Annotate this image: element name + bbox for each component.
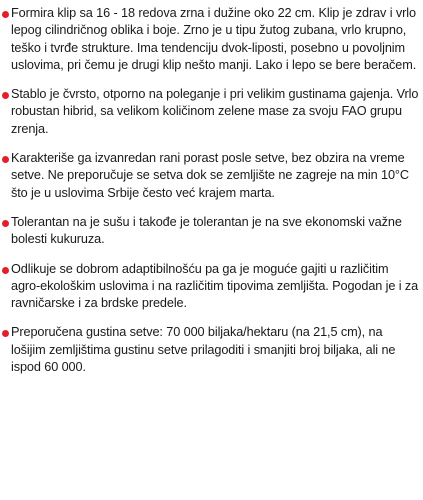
list-item — [0, 214, 423, 249]
bullet-icon — [2, 11, 9, 18]
bullet-icon — [2, 220, 9, 227]
list-item — [0, 86, 423, 138]
list-item — [0, 261, 423, 313]
list-item-text: Preporučena gustina setve: 70 000 biljaka/hektaru (na 21,5 cm), na lošijim zemljištima gustinu setve prilagoditi i smanjiti broj biljaka, ali ne ispod 60 000. — [11, 325, 396, 375]
list-item-text: Stablo je čvrsto, otporno na poleganje i pri velikim gustinama gajenja. Vrlo robustan hibrid, sa velikom količinom zelene mase za svoju FAO grupu zrenja. — [11, 87, 419, 136]
feature-list — [0, 5, 423, 388]
bullet-icon — [2, 92, 9, 99]
bullet-icon — [2, 156, 9, 163]
bullet-icon — [2, 267, 9, 274]
bullet-icon — [2, 330, 9, 337]
list-item-text: Karakteriše ga izvanredan rani porast posle setve, bez obzira na vreme setve. Ne preporučuje se setva dok se zemljište ne zagreje na min 10°C što je u uslovima Srbije često već krajem marta. — [11, 151, 409, 200]
list-item-text: Tolerantan na je sušu i takođe je tolerantan je na sve ekonomski važne bolesti kukuruza. — [11, 214, 402, 247]
list-item — [0, 150, 423, 202]
list-item-text: Odlikuje se dobrom adaptibilnošću pa ga je moguće gajiti u različitim agro-ekološkim uslovima i na različitim tipovima zemljišta. Pogodan je i za ravničarske i za brdske predele. — [11, 261, 419, 311]
list-item — [0, 324, 423, 376]
list-item — [0, 5, 423, 74]
list-item-text: Formira klip sa 16 - 18 redova zrna i dužine oko 22 cm. Klip je zdrav i vrlo lepog cilindričnog oblika i boje. Zrno je u tipu žutog zubana, vrlo krupno, teško i tvrđe strukture. Ima tendenciju dvok-liposti, posebno u povoljnim uslovima, pri čemu je drugi klip nešto manji. Lako i lepo se bere beračem. — [11, 6, 417, 72]
